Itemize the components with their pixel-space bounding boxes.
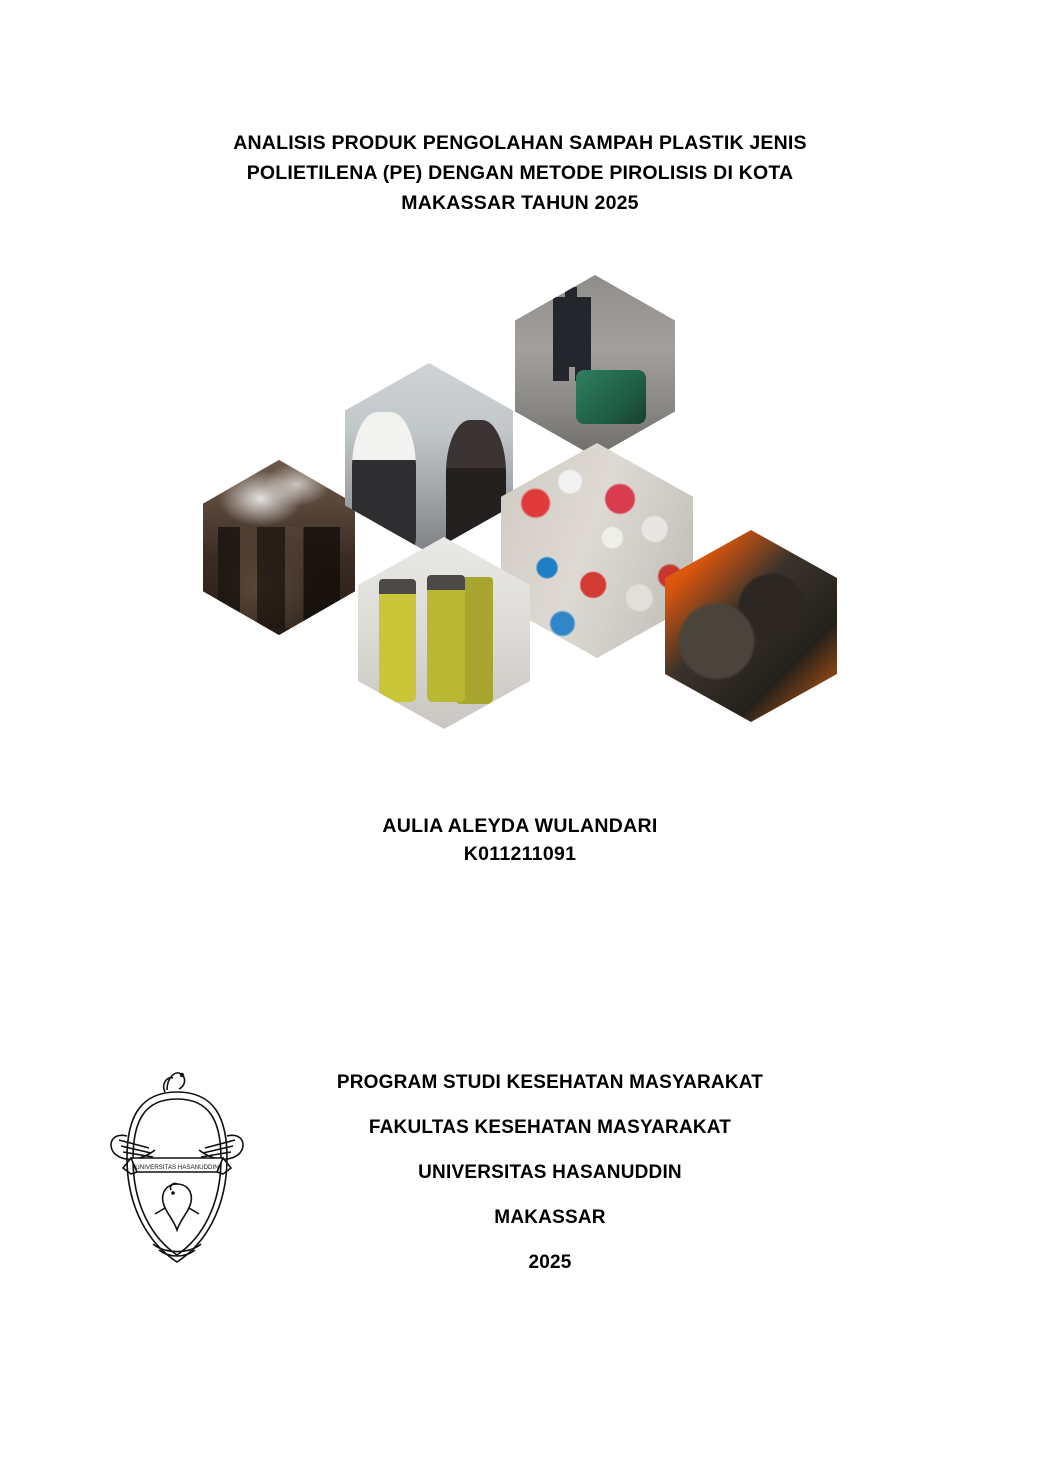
- logo-ribbon-text: UNIVERSITAS HASANUDDIN: [135, 1164, 219, 1171]
- photo-lab: [345, 363, 513, 553]
- page-title: [120, 128, 920, 218]
- institution-line-2: FAKULTAS KESEHATAN MASYARAKAT: [368, 1117, 732, 1138]
- institution-line-1: PROGRAM STUDI KESEHATAN MASYARAKAT: [336, 1072, 764, 1093]
- title-line-2: POLIETILENA (PE) DENGAN METODE PIROLISIS DI KOTA: [246, 162, 794, 184]
- photo-reactor-image: [203, 460, 355, 635]
- photo-pump: [515, 275, 675, 457]
- photo-pump-image: [515, 275, 675, 457]
- author-student-id: K011211091: [463, 843, 577, 865]
- photo-lab-image: [345, 363, 513, 553]
- photo-reactor: [203, 460, 355, 635]
- author-block: [120, 812, 920, 868]
- title-line-1: ANALISIS PRODUK PENGOLAHAN SAMPAH PLASTIK JENIS: [233, 132, 807, 154]
- institution-block: [255, 1060, 845, 1285]
- hex-photo-collage: [195, 275, 855, 705]
- institution-year: 2025: [528, 1252, 572, 1273]
- institution-line-3: UNIVERSITAS HASANUDDIN: [418, 1162, 682, 1183]
- title-line-3: MAKASSAR TAHUN 2025: [401, 192, 639, 214]
- universitas-hasanuddin-logo: [105, 1062, 250, 1280]
- institution-city: MAKASSAR: [494, 1207, 606, 1228]
- author-name: AULIA ALEYDA WULANDARI: [382, 815, 658, 837]
